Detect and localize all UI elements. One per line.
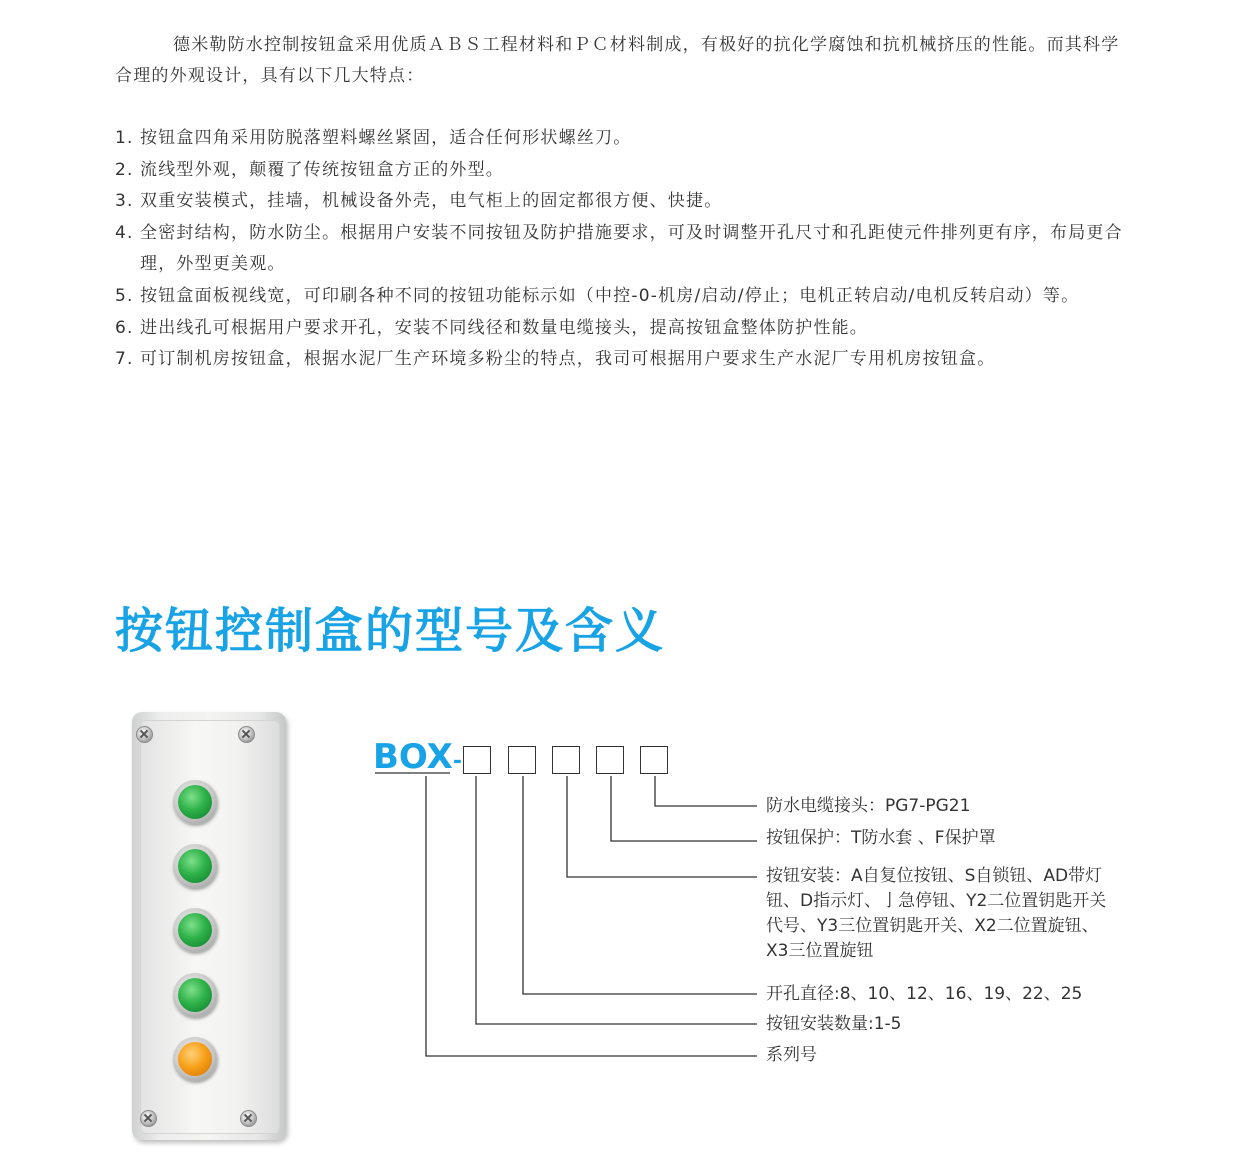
feature-text: 按钮盒四角采用防脱落塑料螺丝紧固，适合任何形状螺丝刀。 <box>140 128 632 148</box>
feature-text: 按钮盒面板视线宽，可印刷各种不同的按钮功能标示如（中控-0-机房/启动/停止；电机正转启动/电机反转启动）等。 <box>140 285 1080 306</box>
feature-text: 双重安装模式，挂墙，机械设备外壳，电气柜上的固定都很方便、快捷。 <box>140 191 723 212</box>
feature-number: 2. <box>115 159 134 180</box>
model-prefix <box>373 737 462 782</box>
code-slot-4 <box>596 746 624 774</box>
leader-line-protect <box>611 776 757 841</box>
feature-number: 7. <box>115 349 134 370</box>
feature-text: 流线型外观，颠覆了传统按钮盒方正的外型。 <box>140 159 504 180</box>
feature-number: 6. <box>115 317 134 338</box>
feature-text: 全密封结构，防水防尘。根据用户安装不同按钮及防护措施要求，可及时调整开孔尺寸和孔距使元件排列更有序，布局更合理，外型更美观。 <box>140 222 1123 275</box>
meaning-protection: 按钮保护：T防水套 、F保护罩 <box>766 828 996 848</box>
meaning-cable: 防水电缆接头：PG7-PG21 <box>766 796 971 816</box>
feature-item <box>115 313 1130 345</box>
button-cap <box>178 913 212 947</box>
product-image <box>130 708 290 1143</box>
model-prefix-text: BOX <box>373 737 453 777</box>
green-push-button <box>173 844 217 888</box>
feature-item <box>115 218 1130 281</box>
screw-icon <box>136 726 153 743</box>
leader-line-hole <box>523 776 757 994</box>
meaning-installation: 按钮安装：A自复位按钮、S自锁钮、AD带灯钮、D指示灯、亅急停钮、Y2二位置钥匙开关代号、Y3三位置钥匙开关、X2二位置旋钮、X3三位置旋钮 <box>766 866 1107 961</box>
feature-text: 可订制机房按钮盒，根据水泥厂生产环境多粉尘的特点，我司可根据用户要求生产水泥厂专用机房按钮盒。 <box>140 349 996 370</box>
feature-item <box>115 123 1130 155</box>
screw-icon <box>238 726 255 743</box>
meaning-button-count: 按钮安装数量:1-5 <box>766 1014 902 1034</box>
feature-item <box>115 155 1130 187</box>
leader-line-count <box>476 776 757 1024</box>
meaning-series: 系列号 <box>766 1045 817 1065</box>
feature-item <box>115 344 1130 376</box>
intro-paragraph: 德米勒防水控制按钮盒采用优质ＡＢＳ工程材料和ＰＣ材料制成，有极好的抗化学腐蚀和抗机械挤压的性能。而其科学合理的外观设计，具有以下几大特点： <box>115 35 1120 86</box>
button-cap <box>178 785 212 819</box>
feature-item <box>115 281 1130 313</box>
button-cap <box>178 1042 212 1076</box>
code-slot-2 <box>508 746 536 774</box>
code-slot-1 <box>463 746 491 774</box>
screw-icon <box>140 1110 157 1127</box>
green-push-button <box>173 780 217 824</box>
feature-number: 1. <box>115 128 134 148</box>
feature-item <box>115 186 1130 218</box>
leader-line-series <box>426 776 757 1056</box>
meaning-hole-diameter: 开孔直径:8、10、12、16、19、22、25 <box>766 984 1083 1004</box>
feature-text: 进出线孔可根据用户要求开孔，安装不同线径和数量电缆接头，提高按钮盒整体防护性能。 <box>140 317 868 338</box>
feature-number: 5. <box>115 285 134 306</box>
leader-line-cable <box>655 776 757 806</box>
model-dash: - <box>452 749 462 774</box>
green-push-button <box>173 973 217 1017</box>
section-title: 按钮控制盒的型号及含义 <box>115 603 666 659</box>
button-cap <box>178 978 212 1012</box>
feature-number: 3. <box>115 191 134 212</box>
code-slot-3 <box>552 746 580 774</box>
feature-list <box>115 123 1130 376</box>
feature-number: 4. <box>115 222 134 243</box>
green-push-button <box>173 908 217 952</box>
leader-line-install <box>567 776 757 877</box>
button-cap <box>178 849 212 883</box>
screw-icon <box>240 1110 257 1127</box>
code-slot-5 <box>640 746 668 774</box>
orange-push-button <box>173 1037 217 1081</box>
